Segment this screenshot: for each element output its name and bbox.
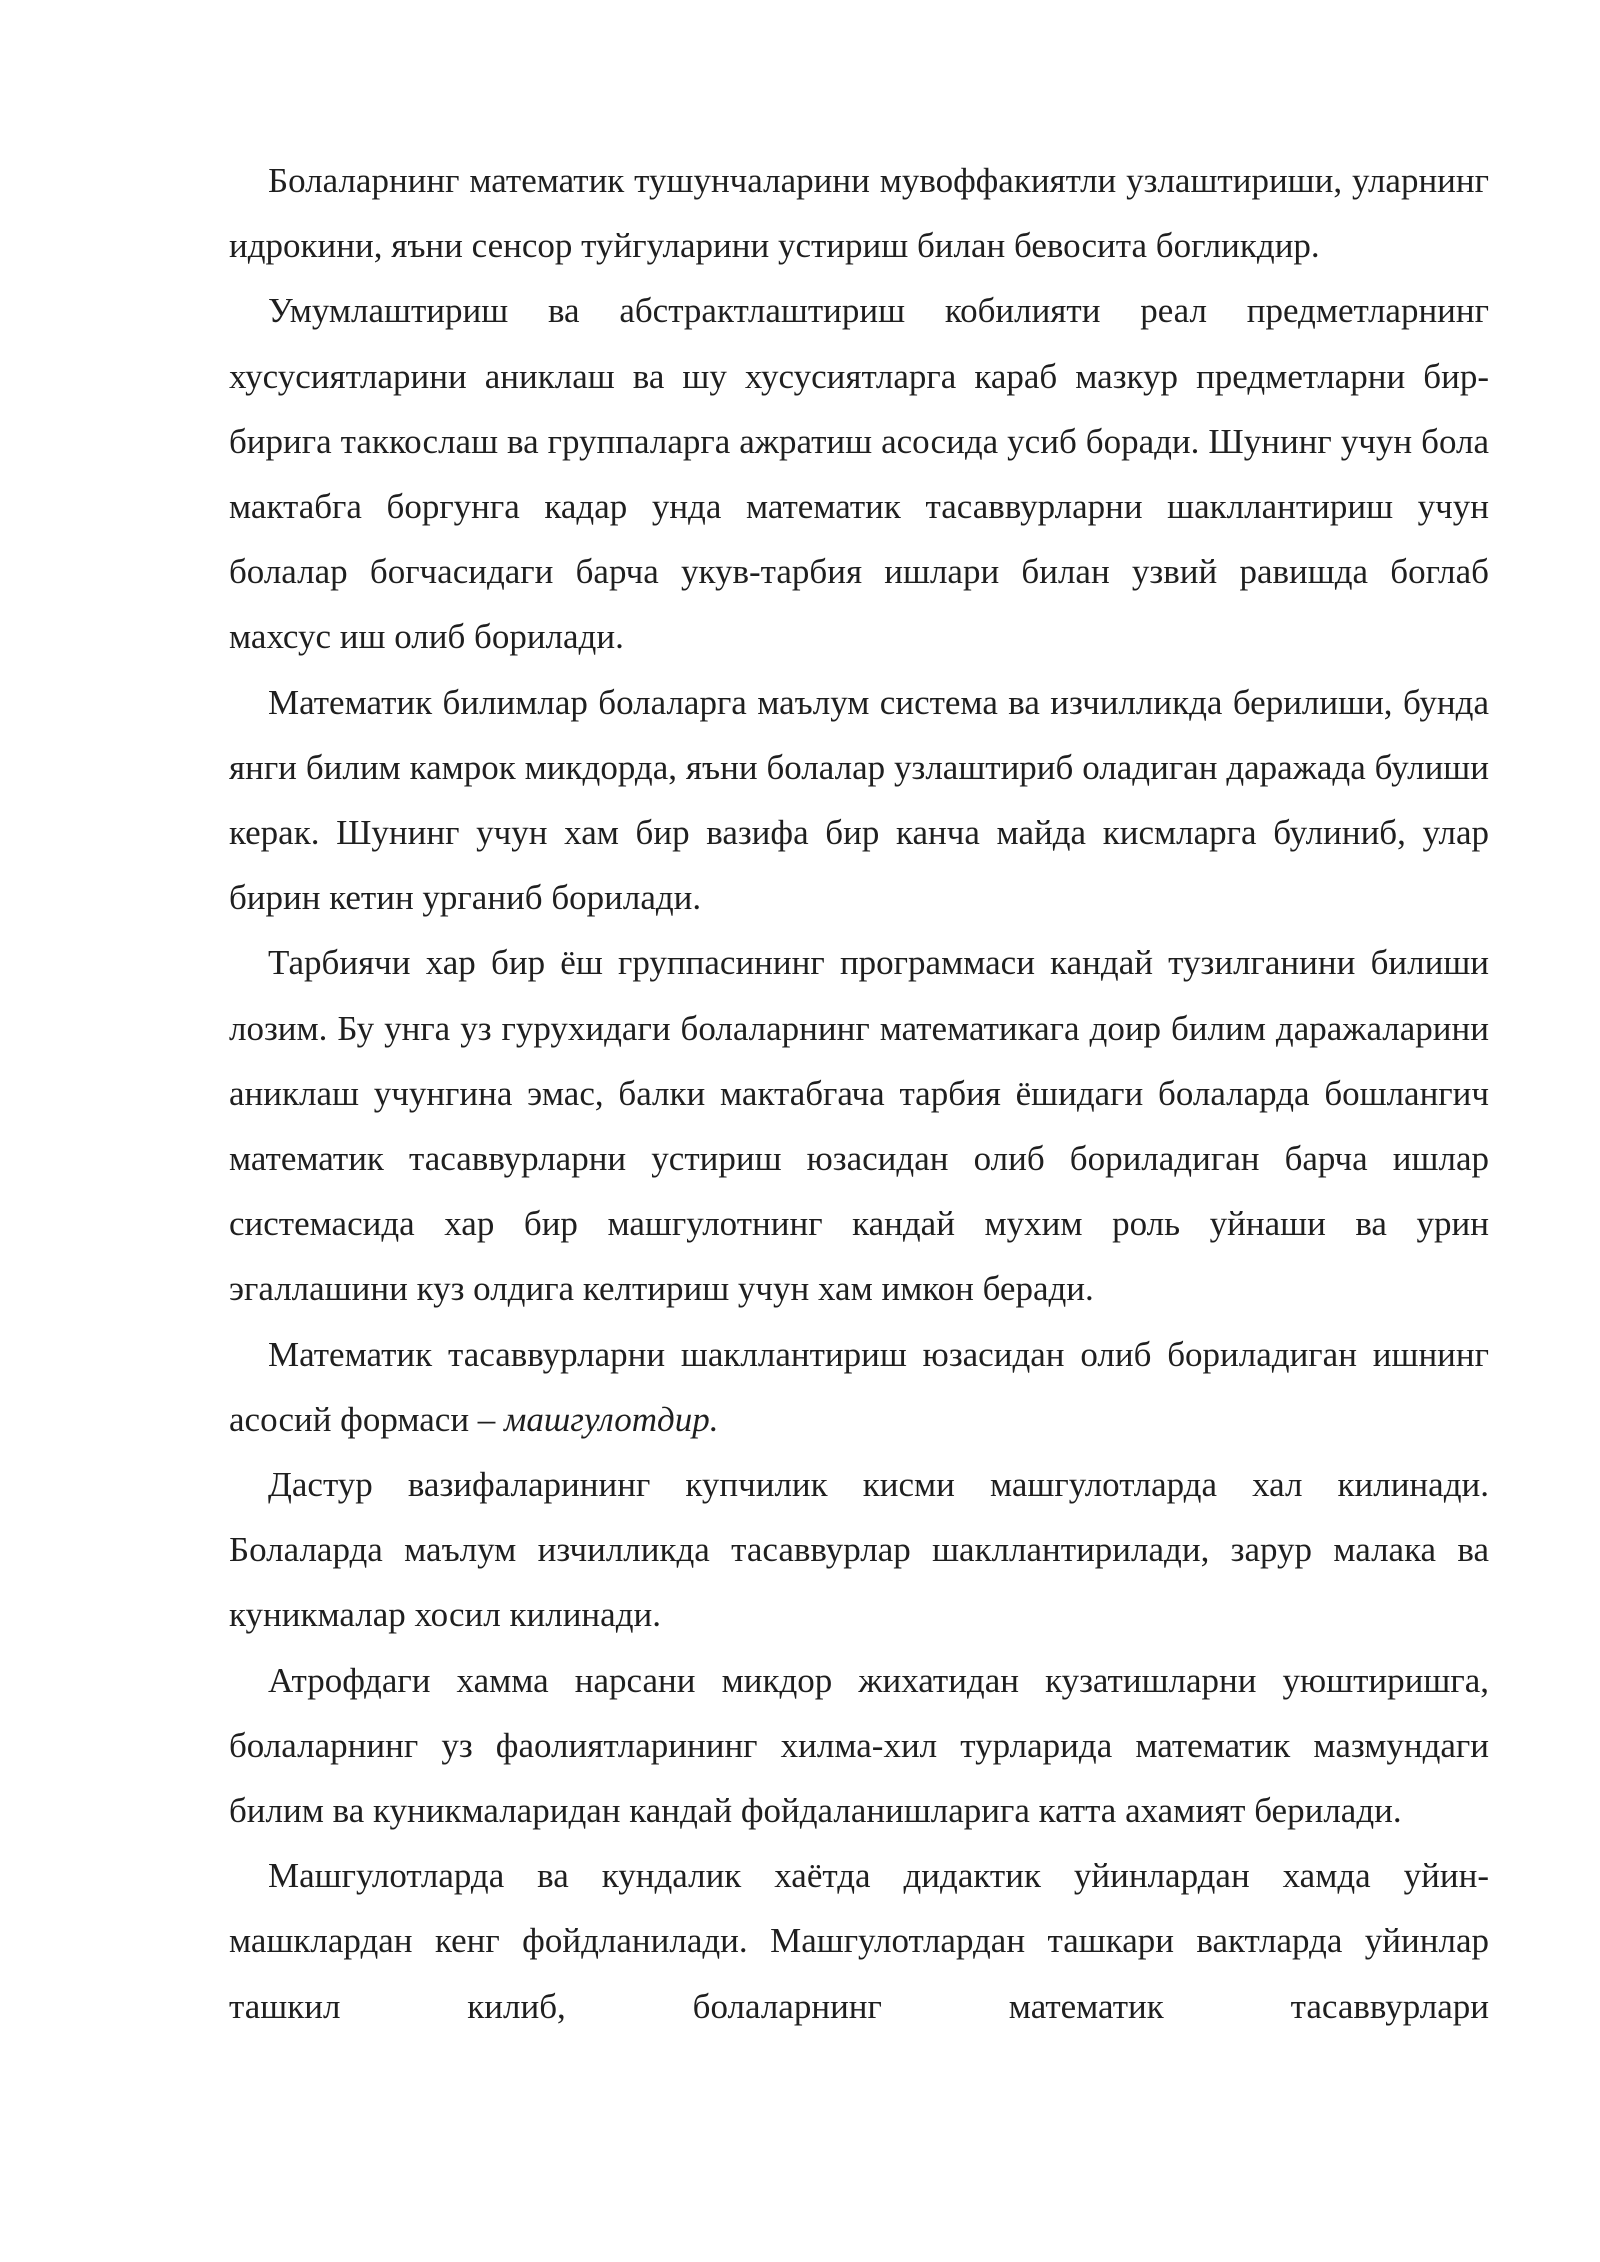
paragraph-1: Болаларнинг математик тушунчаларини мувоффакиятли узлаштириши, уларнинг идрокини, яъни сенсор туйгуларини устириш билан бевосита богликдир. [229, 161, 1489, 266]
paragraph-5-text: Математик тасаввурларни шакллантириш юзасидан олиб бориладиган ишнинг асосий формаси – [229, 1334, 1489, 1439]
paragraph-2: Умумлаштириш ва абстрактлаштириш кобилияти реал предметларнинг хусусиятларини аниклаш ва шу хусусиятларга караб мазкур предметларни бир-бирига таккослаш ва группаларга ажратиш асосида усиб боради. Шунинг учун бола мактабга боргунга кадар унда математик тасаввурларни шакллантириш учун болалар богчасидаги барча укув-тарбия ишлари билан узвий равишда боглаб махсус иш олиб борилади. [229, 291, 1489, 657]
document-body [229, 148, 1489, 2039]
paragraph-8: Машгулотларда ва кундалик хаётда дидактик уйинлардан хамда уйин-машклардан кенг фойдланилади. Машгулотлардан ташкари вактларда уйинлар ташкил килиб, болаларнинг математик тасаввурлари [229, 1856, 1489, 2026]
paragraph-6: Дастур вазифаларининг купчилик кисми машгулотларда хал килинади. Болаларда маълум изчилликда тасаввурлар шакллантирилади, зарур малака ва куникмалар хосил килинади. [229, 1465, 1489, 1635]
paragraph-5-italic-term: машгулотдир. [504, 1399, 719, 1439]
paragraph-7: Атрофдаги хамма нарсани микдор жихатидан кузатишларни уюштиришга, болаларнинг уз фаолиятларининг хилма-хил турларида математик мазмундаги билим ва куникмаларидан кандай фойдаланишларига катта ахамият берилади. [229, 1660, 1489, 1831]
paragraph-3: Математик билимлар болаларга маълум система ва изчилликда берилиши, бунда янги билим камрок микдорда, яъни болалар узлаштириб оладиган даражада булиши керак. Шунинг учун хам бир вазифа бир канча майда кисмларга булиниб, улар бирин кетин урганиб борилади. [229, 682, 1489, 918]
paragraph-4: Тарбиячи хар бир ёш группасининг программаси кандай тузилганини билиши лозим. Бу унга уз гурухидаги болаларнинг математикага доир билим даражаларини аниклаш учунгина эмас, балки мактабгача тарбия ёшидаги болаларда бошлангич математик тасаввурларни устириш юзасидан олиб бориладиган барча ишлар системасида хар бир машгулотнинг кандай мухим роль уйнаши ва урин эгаллашини куз олдига келтириш учун хам имкон беради. [229, 943, 1489, 1309]
paragraph-5 [229, 1322, 1489, 1452]
